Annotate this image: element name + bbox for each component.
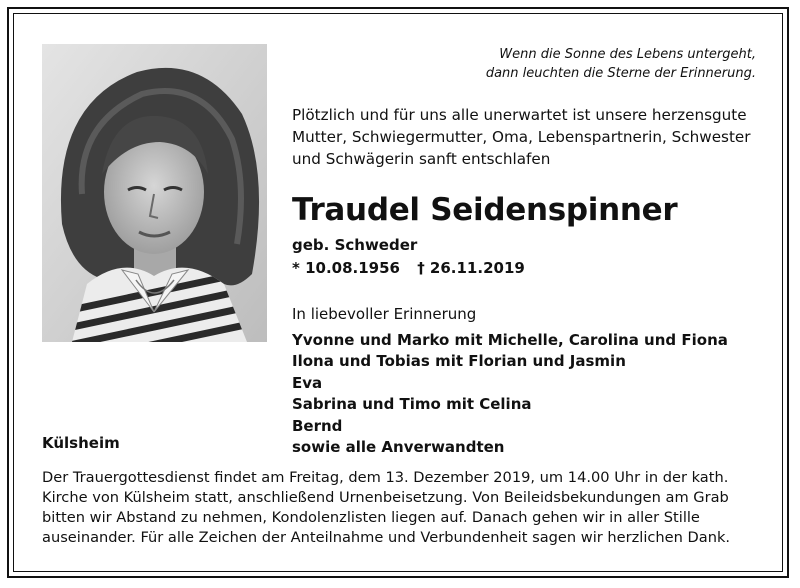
memory-line: In liebevoller Erinnerung — [292, 305, 477, 323]
intro-line: und Schwägerin sanft entschlafen — [292, 150, 551, 168]
motto-line: Wenn die Sonne des Lebens untergeht, — [499, 47, 756, 62]
mourner-line: sowie alle Anverwandten — [292, 438, 505, 457]
mourner-line: Eva — [292, 373, 323, 392]
motto-line: dann leuchten die Sterne der Erinnerung. — [485, 66, 756, 81]
motto-quote — [376, 45, 756, 83]
place-name: Külsheim — [42, 434, 120, 452]
service-line: Kirche von Külsheim statt, anschließend Urnenbeisetzung. Von Beileidsbekundungen am Grab — [42, 489, 729, 506]
portrait-illustration — [42, 44, 267, 342]
service-line: Der Trauergottesdienst findet am Freitag, dem 13. Dezember 2019, um 14.00 Uhr in der kath. — [42, 469, 729, 486]
death-date: † 26.11.2019 — [417, 259, 525, 277]
mourners-list — [292, 330, 728, 458]
deceased-name: Traudel Seidenspinner — [292, 192, 678, 228]
intro-line: Mutter, Schwiegermutter, Oma, Lebenspartnerin, Schwester — [292, 128, 751, 146]
intro-line: Plötzlich und für uns alle unerwartet ist unsere herzensgute — [292, 106, 747, 124]
service-text — [42, 468, 762, 548]
birth-date: * 10.08.1956 — [292, 259, 400, 277]
life-dates — [292, 259, 537, 277]
service-line: auseinander. Für alle Zeichen der Anteilnahme und Verbundenheit sagen wir herzlichen Dank. — [42, 529, 731, 546]
service-line: bitten wir Abstand zu nehmen, Kondolenzlisten liegen auf. Danach gehen wir in aller Stille — [42, 509, 700, 526]
mourner-line: Sabrina und Timo mit Celina — [292, 395, 532, 414]
mourner-line: Yvonne und Marko mit Michelle, Carolina und Fiona — [292, 331, 728, 349]
birth-name: geb. Schweder — [292, 236, 418, 254]
intro-text — [292, 104, 762, 170]
mourner-line: Bernd — [292, 416, 343, 435]
portrait-photo — [42, 44, 267, 342]
mourner-line: Ilona und Tobias mit Florian und Jasmin — [292, 352, 626, 371]
